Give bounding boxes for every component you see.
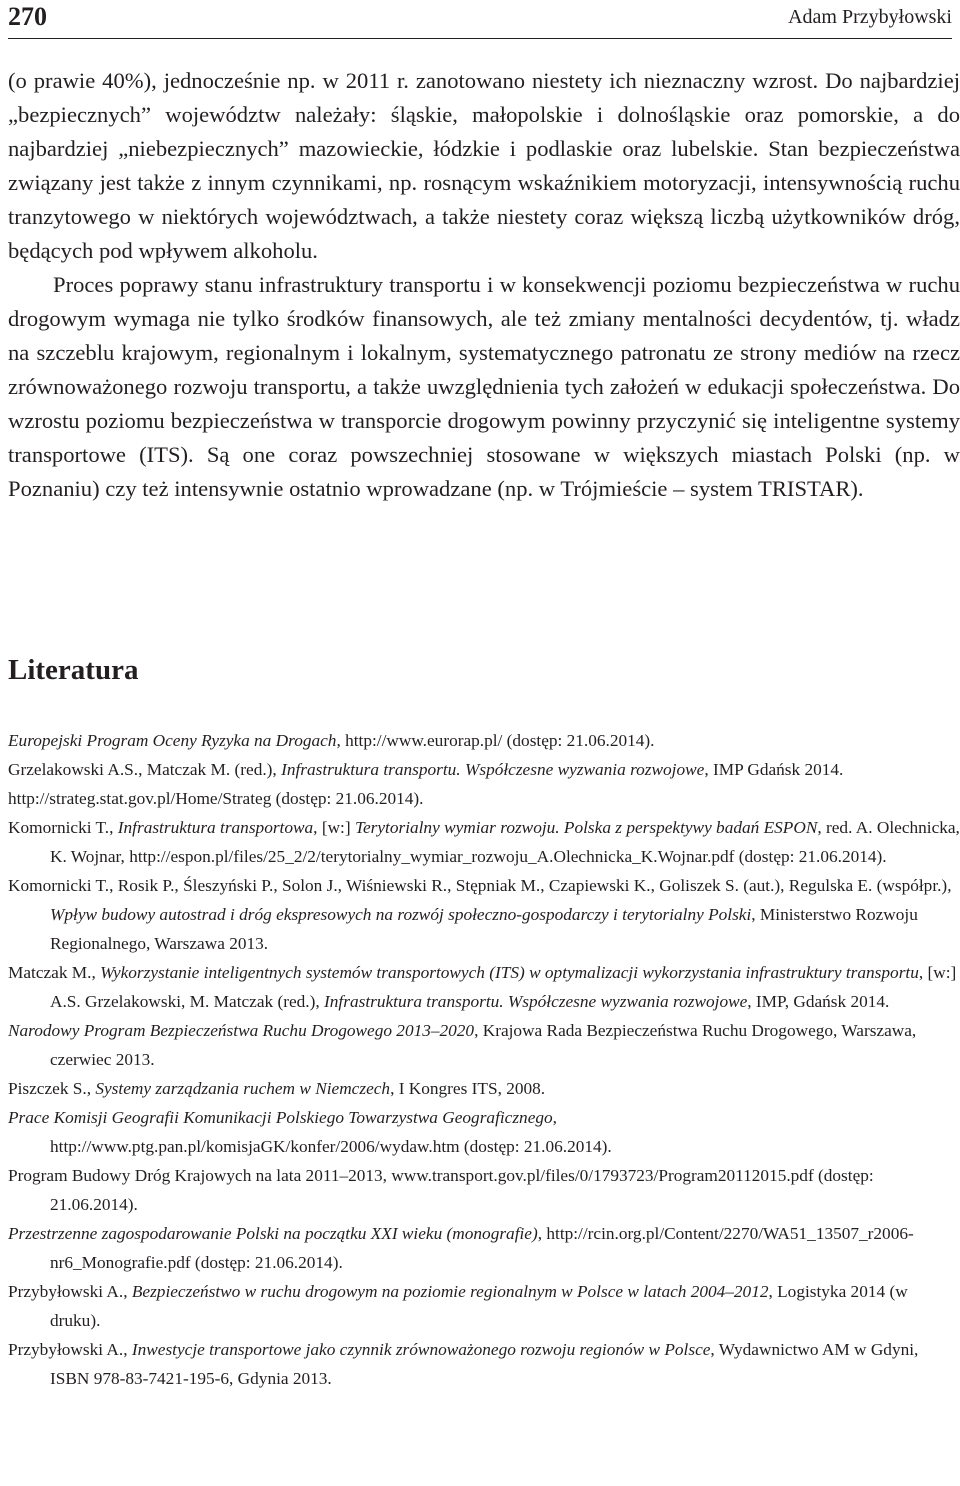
reference-text: , http://www.ptg.pan.pl/komisjaGK/konfer/2006/wydaw.htm (dostęp: 21.06.2014).: [50, 1108, 612, 1156]
reference-text: Piszczek S.,: [8, 1079, 96, 1098]
reference-item: [8, 784, 960, 813]
reference-title: Europejski Program Oceny Ryzyka na Drogach: [8, 731, 337, 750]
reference-text: , Ministerstwo Rozwoju Regionalnego, Warszawa 2013.: [50, 905, 918, 953]
reference-item: [8, 813, 960, 871]
reference-text: Przybyłowski A.,: [8, 1282, 132, 1301]
reference-text: , red. A. Olechnicka, K. Wojnar, http://espon.pl/files/25_2/2/terytorialny_wymiar_rozwoju_A.Olechnicka_K.Wojnar.pdf (dostęp: 21.06.2014).: [50, 818, 960, 866]
reference-text: , IMP, Gdańsk 2014.: [747, 992, 890, 1011]
reference-text: , http://www.eurorap.pl/ (dostęp: 21.06.2014).: [336, 731, 655, 750]
reference-text: Komornicki T., Rosik P., Śleszyński P., Solon J., Wiśniewski R., Stępniak M., Czapiewski K., Goliszek S. (aut.), Regulska E. (współpr.),: [8, 876, 952, 895]
reference-text: , Krajowa Rada Bezpieczeństwa Ruchu Drogowego, Warszawa, czerwiec 2013.: [50, 1021, 917, 1069]
reference-item: [8, 755, 960, 784]
paragraph-text: Proces poprawy stanu infrastruktury transportu i w konsekwencji poziomu bezpieczeństwa w ruchu drogowym wymaga nie tylko środków finansowych, ale też zmiany mentalności decydentów, tj. władz na szczeblu krajowym, regionalnym i lokalnym, systematycznego patronatu ze strony mediów na rzecz zrównoważonego rozwoju transportu, a także uwzględnienia tych założeń w edukacji społeczeństwa. Do wzrostu poziomu bezpieczeństwa w transporcie drogowym powinny przyczynić się inteligentne systemy transportowe (ITS). Są one coraz powszechniej stosowane w większych miastach Polski (np. w Poznaniu) czy też intensywnie ostatnio wprowadzane (np. w Trójmieście – system TRISTAR).: [8, 272, 960, 501]
reference-item: [8, 1335, 960, 1393]
reference-title: Bezpieczeństwo w ruchu drogowym na poziomie regionalnym w Polsce w latach 2004–2012: [131, 1282, 769, 1301]
reference-title: Wpływ budowy autostrad i dróg ekspresowych na rozwój społeczno-gospodarczy i terytorialny Polski: [50, 905, 752, 924]
reference-item: [8, 1219, 960, 1277]
reference-title: Terytorialny wymiar rozwoju. Polska z perspektywy badań ESPON: [354, 818, 818, 837]
reference-text: Przybyłowski A.,: [8, 1340, 132, 1359]
reference-item: [8, 1016, 960, 1074]
reference-text: Program Budowy Dróg Krajowych na lata 2011–2013, www.transport.gov.pl/files/0/1793723/Program20112015.pdf (dostęp: 21.06.2014).: [8, 1166, 874, 1214]
reference-item: [8, 1161, 960, 1219]
reference-text: Komornicki T.,: [8, 818, 118, 837]
reference-title: Infrastruktura transportu. Współczesne wyzwania rozwojowe: [281, 760, 705, 779]
reference-title: Wykorzystanie inteligentnych systemów transportowych (ITS) w optymalizacji wykorzystania infrastruktury transportu: [100, 963, 919, 982]
running-head-author: Adam Przybyłowski: [788, 6, 952, 28]
reference-title: Inwestycje transportowe jako czynnik zrównoważonego rozwoju regionów w Polsce: [131, 1340, 711, 1359]
reference-text: , Logistyka 2014 (w druku).: [50, 1282, 908, 1330]
body-paragraph: [8, 268, 960, 506]
reference-text: Grzelakowski A.S., Matczak M. (red.),: [8, 760, 282, 779]
reference-title: Infrastruktura transportowa: [117, 818, 314, 837]
reference-item: [8, 1074, 960, 1103]
body-paragraph: [8, 64, 960, 268]
reference-text: , http://rcin.org.pl/Content/2270/WA51_13507_r2006-nr6_Monografie.pdf (dostęp: 21.06.2014).: [50, 1224, 914, 1272]
reference-text: Matczak M.,: [8, 963, 101, 982]
reference-list: [8, 726, 960, 1393]
reference-title: Narodowy Program Bezpieczeństwa Ruchu Drogowego 2013–2020: [8, 1021, 475, 1040]
reference-title: Infrastruktura transportu. Współczesne wyzwania rozwojowe: [324, 992, 748, 1011]
reference-item: [8, 871, 960, 958]
reference-item: [8, 1103, 960, 1161]
reference-title: Prace Komisji Geografii Komunikacji Polskiego Towarzystwa Geograficznego: [8, 1108, 553, 1127]
reference-text: http://strateg.stat.gov.pl/Home/Strateg (dostęp: 21.06.2014).: [8, 789, 424, 808]
reference-text: , [w:]: [313, 818, 355, 837]
reference-item: [8, 1277, 960, 1335]
reference-text: , IMP Gdańsk 2014.: [704, 760, 844, 779]
reference-item: [8, 958, 960, 1016]
body-text: [8, 64, 960, 506]
page-number: 270: [8, 2, 47, 31]
reference-title: Przestrzenne zagospodarowanie Polski na początku XXI wieku (monografie): [8, 1224, 538, 1243]
reference-text: , I Kongres ITS, 2008.: [390, 1079, 546, 1098]
paragraph-text: (o prawie 40%), jednocześnie np. w 2011 r. zanotowano niestety ich nieznaczny wzrost. Do najbardziej „bezpiecznych” województw należały: śląskie, małopolskie i dolnośląskie oraz pomorskie, a do najbardziej „niebezpiecznych” mazowieckie, łódzkie i podlaskie oraz lubelskie. Stan bezpieczeństwa związany jest także z innym czynnikami, np. rosnącym wskaźnikiem motoryzacji, intensywnością ruchu tranzytowego w niektórych województwach, a także niestety coraz większą liczbą użytkowników dróg, będących pod wpływem alkoholu.: [8, 68, 960, 263]
reference-item: [8, 726, 960, 755]
reference-text: , Wydawnictwo AM w Gdyni, ISBN 978-83-7421-195-6, Gdynia 2013.: [50, 1340, 919, 1388]
section-heading: Literatura: [8, 654, 139, 686]
page-header: [8, 0, 952, 39]
reference-text: , [w:] A.S. Grzelakowski, M. Matczak (red.),: [50, 963, 957, 1011]
reference-title: Systemy zarządzania ruchem w Niemczech: [95, 1079, 391, 1098]
